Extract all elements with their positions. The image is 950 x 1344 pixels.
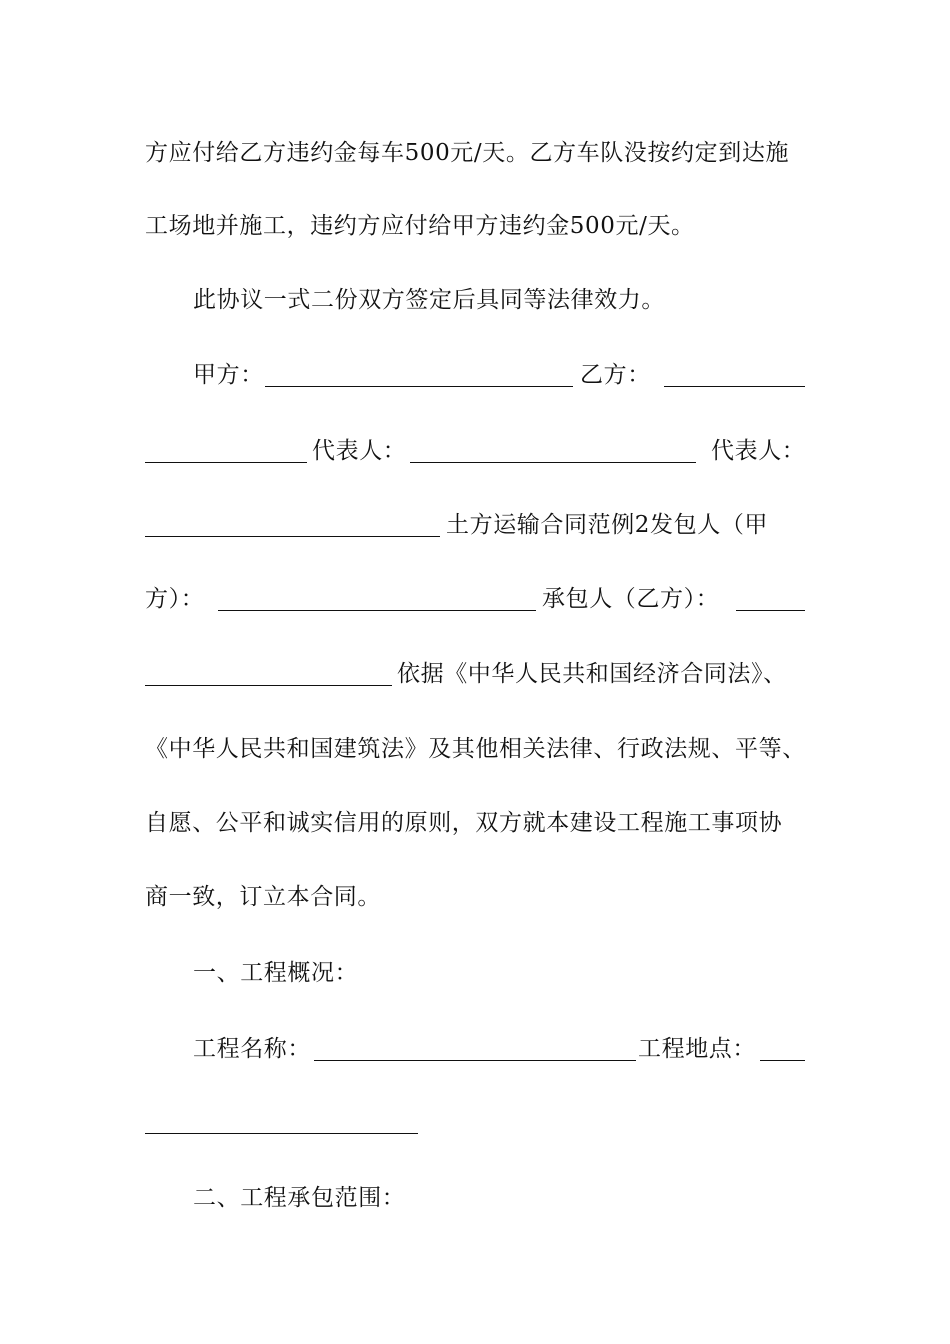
text-legal-basis-3: 自愿、公平和诚实信用的原则，双方就本建设工程施工事项协 <box>145 810 783 836</box>
section-heading <box>0 958 950 988</box>
text-validity-clause: 此协议一式二份双方签定后具同等法律效力。 <box>193 287 665 313</box>
paragraph-line <box>0 659 950 689</box>
employer-blank <box>218 610 536 611</box>
representative-a-blank <box>410 462 696 463</box>
contractor-blank-continued <box>145 685 392 686</box>
heading-project-overview: 一、工程概况： <box>193 960 359 986</box>
text-legal-basis-2: 《中华人民共和国建筑法》及其他相关法律、行政法规、平等、 <box>145 736 806 762</box>
paragraph-line <box>0 138 950 168</box>
label-project-name: 工程名称： <box>193 1036 311 1062</box>
text-penalty-line-2: 工场地并施工，违约方应付给甲方违约金500元/天。 <box>145 213 695 239</box>
label-project-location: 工程地点： <box>638 1036 756 1062</box>
paragraph-line <box>0 510 950 540</box>
text-example-2-heading: 土方运输合同范例2发包人（甲 <box>446 512 769 538</box>
label-employer: 方）： <box>145 586 205 612</box>
label-representative-b: 代表人： <box>711 438 806 464</box>
project-location-blank-continued <box>145 1133 418 1134</box>
heading-contract-scope: 二、工程承包范围： <box>193 1185 406 1211</box>
label-party-a: 甲方： <box>193 362 264 388</box>
paragraph-line <box>0 808 950 838</box>
project-name-blank <box>314 1060 636 1061</box>
contractor-blank <box>736 610 805 611</box>
party-a-blank <box>265 386 573 387</box>
paragraph-line <box>0 211 950 241</box>
party-b-blank <box>664 386 805 387</box>
representative-b-blank <box>145 536 440 537</box>
text-legal-basis-4: 商一致，订立本合同。 <box>145 884 381 910</box>
paragraph-line <box>0 1107 950 1137</box>
paragraph-line <box>0 584 950 614</box>
label-representative-a: 代表人： <box>312 438 407 464</box>
label-contractor: 承包人（乙方）： <box>542 586 720 612</box>
signature-line-representatives <box>0 436 950 466</box>
signature-line-parties <box>0 360 950 390</box>
text-legal-basis-1: 依据《中华人民共和国经济合同法》、 <box>397 661 787 687</box>
project-location-blank <box>760 1060 805 1061</box>
text-penalty-line-1: 方应付给乙方违约金每车500元/天。乙方车队没按约定到达施 <box>145 140 790 166</box>
paragraph-line <box>0 882 950 912</box>
paragraph-line <box>0 285 950 315</box>
paragraph-line <box>0 1034 950 1064</box>
party-b-blank-continued <box>145 462 307 463</box>
paragraph-line <box>0 734 950 764</box>
section-heading <box>0 1183 950 1213</box>
label-party-b: 乙方： <box>580 362 651 388</box>
